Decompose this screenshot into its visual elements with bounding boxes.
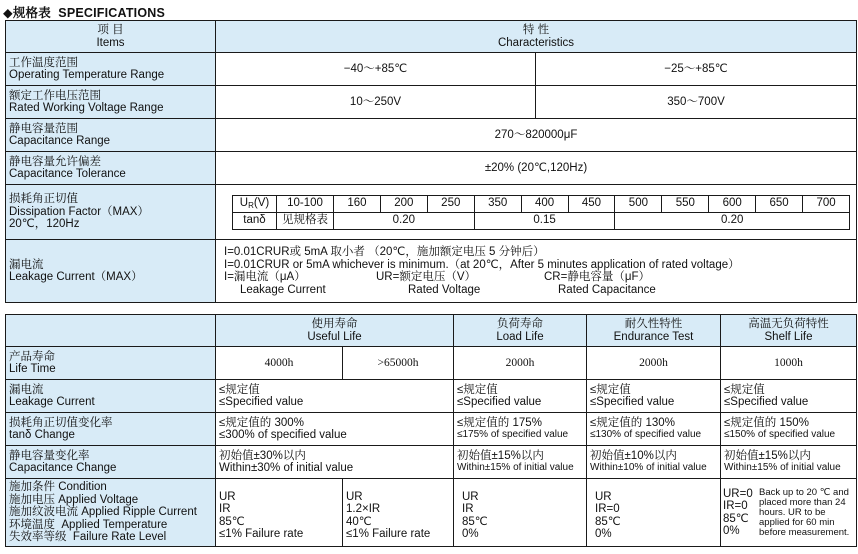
voltage-label: 额定工作电压范围 Rated Working Voltage Range (6, 86, 216, 119)
voltage-value-2: 350～700V (536, 86, 857, 119)
voltage-cell: 550 (662, 195, 709, 212)
cond-useful-b: UR 1.2×IR 40℃ ≤1% Failure rate (343, 479, 454, 547)
life-time-value: >65000h (343, 347, 454, 380)
condition-label: 施加条件 Condition 施加电压 Applied Voltage 施加纹波电流 Applied Ripple Current 环境温度 Applied Temperature 失效率等级 Failure Rate Level (6, 479, 216, 547)
tan-row (233, 212, 850, 229)
cap-shelf: 初始值±15%以内 Within±15% of initial value (721, 446, 857, 479)
voltage-cell: 450 (568, 195, 615, 212)
heading-prefix: ◆规格表 (3, 6, 51, 20)
op-temp-label: 工作温度范围 Operating Temperature Range (6, 53, 216, 86)
heading-text: SPECIFICATIONS (58, 6, 166, 20)
dissipation-label: 损耗角正切值 Dissipation Factor（MAX） 20℃，120Hz (6, 185, 216, 240)
leak-load: ≤规定值 ≤Specified value (454, 380, 587, 413)
dissipation-cell (216, 185, 857, 240)
voltage-row (233, 195, 850, 212)
voltage-value-1: 10～250V (216, 86, 536, 119)
leakage-label: 漏电流 Leakage Current（MAX） (6, 240, 216, 303)
leakage-current-label: 漏电流 Leakage Current (6, 380, 216, 413)
tan-load: ≤规定值的 175% ≤175% of specified value (454, 413, 587, 446)
cond-endurance: UR IR=0 85℃ 0% (587, 479, 721, 547)
items-header: 项 目 Items (6, 21, 216, 53)
cap-endurance: 初始值±10%以内 Within±10% of initial value (587, 446, 721, 479)
endurance-header: 耐久性特性 Endurance Test (587, 315, 721, 347)
tan-value: 0.20 (615, 212, 850, 229)
tan-change-label: 损耗角正切值变化率 tanδ Change (6, 413, 216, 446)
life-time-value: 4000h (216, 347, 343, 380)
tolerance-label: 静电容量允许偏差 Capacitance Tolerance (6, 152, 216, 185)
voltage-cell: 250 (427, 195, 474, 212)
voltage-cell: 650 (756, 195, 803, 212)
capacitance-value: 270～820000μF (216, 119, 857, 152)
leakage-formula: I=0.01CRUR或 5mA 取小者 （20℃，施加额定电压 5 分钟后） I=0.01CRUR or 5mA whichever is minimum.（at 20℃，After 5 minutes application of rated voltage） I=漏电流（μA） UR=额定电压（V） CR=静电容量（μF） Leakage Current Rated Voltage Rated Capacitance (216, 240, 857, 303)
life-table (5, 314, 857, 547)
leak-shelf: ≤规定值 ≤Specified value (721, 380, 857, 413)
op-temp-value-1: −40～+85℃ (216, 53, 536, 86)
voltage-cell: 160 (334, 195, 381, 212)
cond-useful-a: UR IR 85℃ ≤1% Failure rate (216, 479, 343, 547)
life-time-value: 2000h (587, 347, 721, 380)
tan-useful: ≤规定值的 300% ≤300% of specified value (216, 413, 454, 446)
tan-value: 0.20 (334, 212, 475, 229)
life-time-value: 1000h (721, 347, 857, 380)
voltage-cell: 700 (803, 195, 850, 212)
cond-load: UR IR 85℃ 0% (454, 479, 587, 547)
voltage-cell: 200 (380, 195, 427, 212)
cap-load: 初始值±15%以内 Within±15% of initial value (454, 446, 587, 479)
load-life-header: 负荷寿命 Load Life (454, 315, 587, 347)
op-temp-value-2: −25～+85℃ (536, 53, 857, 86)
tan-header: tanδ (233, 212, 277, 229)
leakage-line-2: I=0.01CRUR or 5mA whichever is minimum.（at 20℃，After 5 minutes application of rated voltage） (224, 258, 740, 271)
voltage-cell: 600 (709, 195, 756, 212)
shelf-life-header: 高温无负荷特性 Shelf Life (721, 315, 857, 347)
tan-shelf: ≤规定值的 150% ≤150% of specified value (721, 413, 857, 446)
voltage-cell: 500 (615, 195, 662, 212)
cap-change-label: 静电容量变化率 Capacitance Change (6, 446, 216, 479)
voltage-cell: 10-100 (277, 195, 334, 212)
life-time-value: 2000h (454, 347, 587, 380)
life-time-label: 产品寿命 Life Time (6, 347, 216, 380)
page-heading (3, 3, 165, 21)
voltage-cell: 400 (521, 195, 568, 212)
ur-header: $U_R(V)$ (233, 195, 277, 212)
leakage-line-1: I=0.01CRUR或 5mA 取小者 （20℃，施加额定电压 5 分钟后） (224, 246, 545, 258)
dissipation-table (232, 195, 850, 230)
tan-endurance: ≤规定值的 130% ≤130% of specified value (587, 413, 721, 446)
spec-table (5, 20, 857, 303)
tan-value: 0.15 (474, 212, 615, 229)
shelf-note: Back up to 20 ℃ and placed more than 24 hours. UR to be applied for 60 min before measurement. (759, 486, 850, 538)
voltage-cell: 350 (474, 195, 521, 212)
tolerance-value: ±20% (20℃,120Hz) (216, 152, 857, 185)
leak-endurance: ≤规定值 ≤Specified value (587, 380, 721, 413)
cap-useful: 初始值±30%以内 Within±30% of initial value (216, 446, 454, 479)
see-table-cell: 见规格表 (277, 212, 334, 229)
leak-useful: ≤规定值 ≤Specified value (216, 380, 454, 413)
useful-life-header: 使用寿命 Useful Life (216, 315, 454, 347)
characteristics-header: 特 性 Characteristics (216, 21, 857, 53)
cond-shelf: UR=0 IR=0 85℃ 0% Back up to 20 ℃ and placed more than 24 hours. UR to be applied for 60 min before measurement. (721, 479, 857, 547)
capacitance-label: 静电容量范围 Capacitance Range (6, 119, 216, 152)
